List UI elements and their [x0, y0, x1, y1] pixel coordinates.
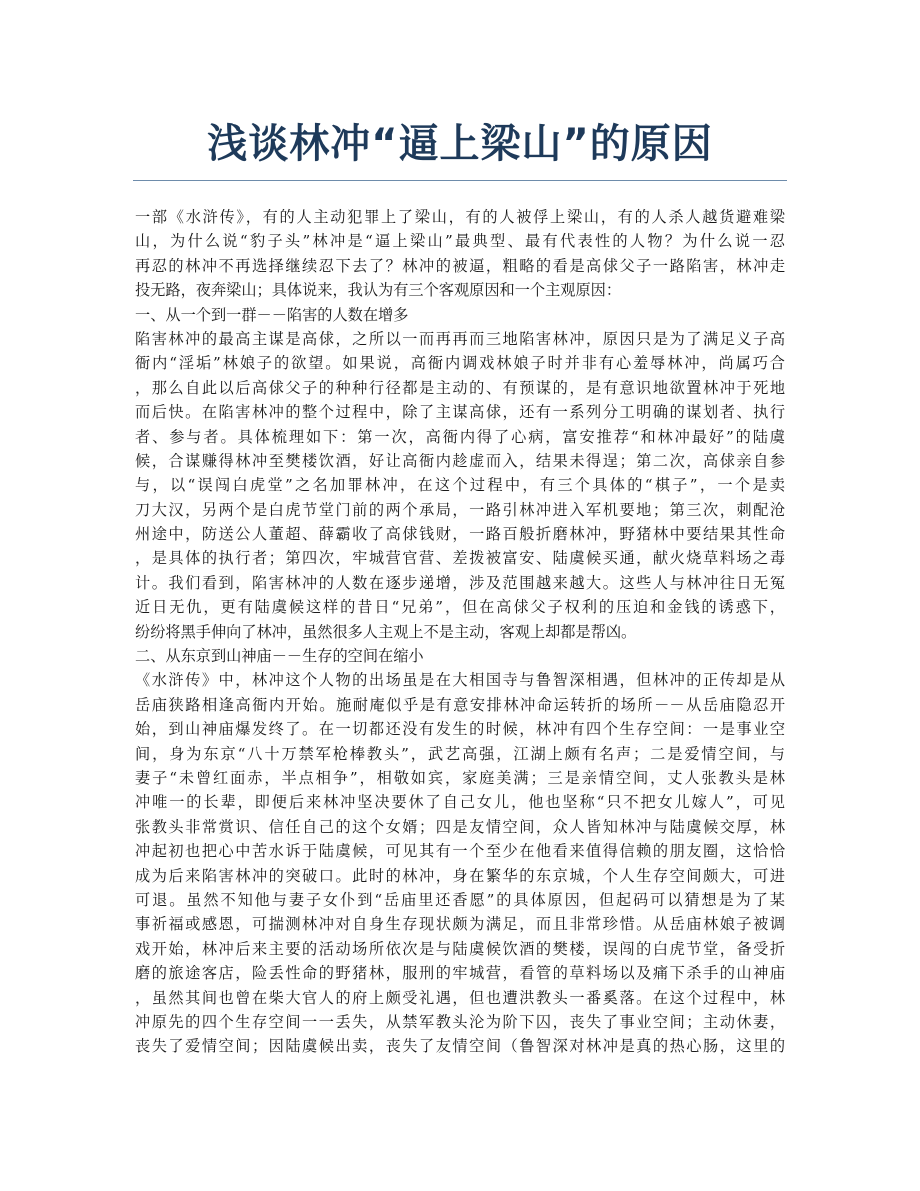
text-line: 冲起初也把心中苦水诉于陆虞候，可见其有一个至少在他看来值得信赖的朋友圈，这恰恰: [135, 842, 785, 861]
text-line: 岳庙狭路相逢高衙内开始。施耐庵似乎是有意安排林冲命运转折的场所－－从岳庙隐忍开: [135, 695, 785, 714]
text-line: 再忍的林冲不再选择继续忍下去了？林冲的被逼，粗略的看是高俅父子一路陷害，林冲走: [135, 256, 785, 275]
article-body: [135, 205, 785, 1059]
text-line: 磨的旅途客店，险丢性命的野猪林，服刑的牢城营，看管的草料场以及痛下杀手的山神庙: [135, 964, 785, 983]
text-line: ，是具体的执行者；第四次，牢城营官营、差拨被富安、陆虞候买通，献火烧草料场之毒: [135, 549, 785, 568]
section-heading-1: 一、从一个到一群－－陷害的人数在增多: [135, 305, 409, 324]
text-line: 候，合谋赚得林冲至樊楼饮酒，好让高衙内趁虚而入，结果未得逞；第二次，高俅亲自参: [135, 451, 785, 470]
text-line: 陷害林冲的最高主谋是高俅，之所以一而再再而三地陷害林冲，原因只是为了满足义子高: [135, 329, 785, 348]
text-line: 近日无仇，更有陆虞候这样的昔日“兄弟”，但在高俅父子权利的压迫和金钱的诱惑下，: [135, 598, 785, 617]
text-line: ，虽然其间也曾在柴大官人的府上颇受礼遇，但也遭洪教头一番奚落。在这个过程中，林: [135, 988, 785, 1007]
title-divider: [133, 180, 787, 181]
text-line: 《水浒传》中，林冲这个人物的出场虽是在大相国寺与鲁智深相遇，但林冲的正传却是从: [135, 671, 785, 690]
text-line: 始，到山神庙爆发终了。在一切都还没有发生的时候，林冲有四个生存空间：一是事业空: [135, 720, 785, 739]
text-line: 而后快。在陷害林冲的整个过程中，除了主谋高俅，还有一系列分工明确的谋划者、执行: [135, 403, 785, 422]
text-line: 冲原先的四个生存空间一一丢失，从禁军教头沦为阶下囚，丧失了事业空间；主动休妻，: [135, 1012, 785, 1031]
text-line: 妻子“未曾红面赤，半点相争”，相敬如宾，家庭美满；三是亲情空间，丈人张教头是林: [135, 768, 785, 787]
text-line: 丧失了爱情空间；因陆虞候出卖，丧失了友情空间（鲁智深对林冲是真的热心肠，这里的: [135, 1037, 785, 1056]
text-line: 可退。虽然不知他与妻子女仆到“岳庙里还香愿”的具体原因，但起码可以猜想是为了某: [135, 890, 785, 909]
text-line: 一部《水浒传》，有的人主动犯罪上了梁山，有的人被俘上梁山，有的人杀人越货避难梁: [135, 208, 785, 226]
text-line: 间，身为东京“八十万禁军枪棒教头”，武艺高强，江湖上颇有名声；二是爱情空间，与: [135, 744, 785, 763]
text-line: 与，以“误闯白虎堂”之名加罪林冲，在这个过程中，有三个具体的“棋子”，一个是卖: [135, 476, 785, 495]
text-line: 纷纷将黑手伸向了林冲，虽然很多人主观上不是主动，客观上却都是帮凶。: [135, 622, 637, 641]
section-heading-2: 二、从东京到山神庙－－生存的空间在缩小: [135, 647, 424, 666]
text-line: 戏开始，林冲后来主要的活动场所依次是与陆虞候饮酒的樊楼，误闯的白虎节堂，备受折: [135, 939, 785, 958]
text-line: 刀大汉，另两个是白虎节堂门前的两个承局，一路引林冲进入军机要地；第三次，刺配沧: [135, 500, 785, 519]
text-line: 成为后来陷害林冲的突破口。此时的林冲，身在繁华的东京城，个人生存空间颇大，可进: [135, 866, 785, 885]
page-title: 浅谈林冲“逼上梁山”的原因: [207, 121, 713, 167]
text-line: 计。我们看到，陷害林冲的人数在逐步递增，涉及范围越来越大。这些人与林冲往日无冤: [135, 573, 785, 592]
text-line: 冲唯一的长辈，即便后来林冲坚决要休了自己女儿，他也坚称“只不把女儿嫁人”，可见: [135, 793, 785, 812]
text-line: 衙内“淫垢”林娘子的欲望。如果说，高衙内调戏林娘子时并非有心羞辱林冲，尚属巧合: [135, 354, 785, 373]
text-line: 张教头非常赏识、信任自己的这个女婿；四是友情空间，众人皆知林冲与陆虞候交厚，林: [135, 817, 785, 836]
text-line: 事祈福或感恩，可揣测林冲对自身生存现状颇为满足，而且非常珍惜。从岳庙林娘子被调: [135, 915, 785, 934]
text-line: 山，为什么说“豹子头”林冲是“逼上梁山”最典型、最有代表性的人物？为什么说一忍: [135, 232, 785, 251]
text-line: ，那么自此以后高俅父子的种种行径都是主动的、有预谋的，是有意识地欲置林冲于死地: [135, 378, 785, 397]
text-line: 州途中，防送公人董超、薛霸收了高俅钱财，一路百般折磨林冲，野猪林中要结果其性命: [135, 525, 785, 544]
text-line: 者、参与者。具体梳理如下：第一次，高衙内得了心病，富安推荐“和林冲最好”的陆虞: [135, 427, 785, 446]
text-line: 投无路，夜奔梁山；具体说来，我认为有三个客观原因和一个主观原因：: [135, 281, 621, 300]
